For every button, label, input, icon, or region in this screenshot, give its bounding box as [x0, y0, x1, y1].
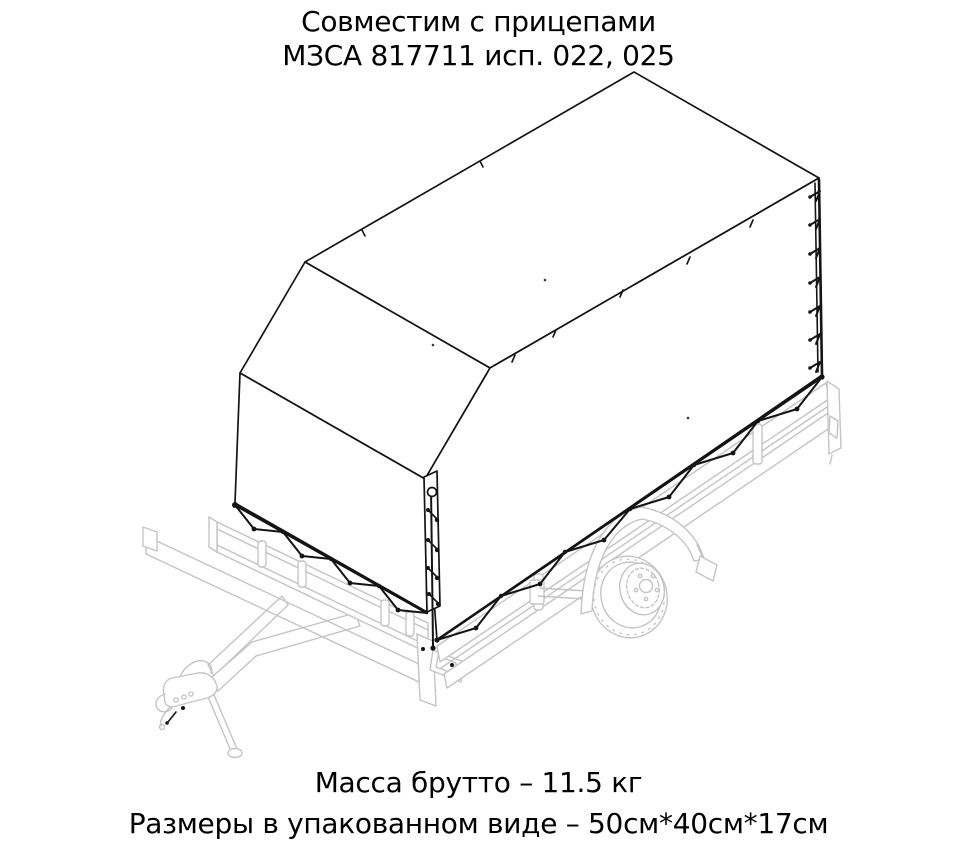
compatibility-line-1: Совместим с прицепами — [301, 5, 656, 38]
lacing-ring — [428, 488, 437, 497]
packed-dimensions-line: Размеры в упакованном виде – 50см*40см*17см — [128, 807, 829, 840]
rail-stake — [753, 424, 762, 464]
specs-caption — [0, 762, 957, 844]
compatibility-line-2: МЗСА 817711 исп. 022, 025 — [282, 39, 675, 72]
board-latch — [381, 600, 389, 626]
compatibility-caption — [0, 5, 957, 73]
board-latch — [406, 612, 414, 636]
board-latch — [298, 561, 306, 587]
rear-end-cap — [827, 381, 841, 454]
hitch-coupler — [156, 661, 217, 730]
fender-bracket — [696, 556, 717, 581]
gross-weight-line: Масса брутто – 11.5 кг — [314, 766, 643, 799]
board-latch — [258, 541, 266, 567]
